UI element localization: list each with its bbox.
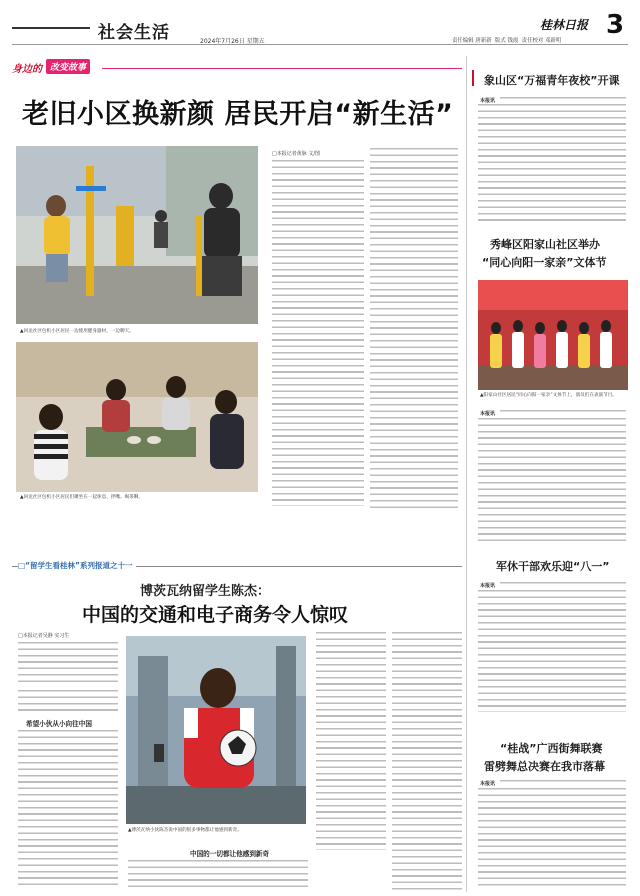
second-story-body-col1c	[18, 730, 118, 890]
photo-caption-4: ▲阳家山社区居民“同心向阳一家亲”文体节上，演员们在表演节目。	[480, 393, 617, 398]
masthead-left-rule	[12, 27, 90, 29]
second-headline: 中国的交通和电子商务令人惊叹	[82, 604, 349, 626]
right-story1-mark	[472, 70, 474, 86]
right-story4-body-a	[500, 780, 626, 785]
right-story2-body	[478, 418, 626, 544]
second-story-body-col3	[392, 632, 462, 890]
second-kicker: 博茨瓦纳留学生陈杰：	[140, 584, 271, 599]
right-lead-1: 本报讯	[480, 98, 496, 104]
right-story4-title2: 雷劈舞总决赛在我市落幕	[484, 760, 605, 773]
second-subhead-1: 希望小伙从小向往中国	[26, 720, 92, 728]
right-story1-body-b	[478, 104, 626, 222]
photo-residents-tea	[16, 342, 258, 492]
right-lead-4: 本报讯	[480, 781, 496, 787]
photo-caption-2: ▲回龙社区包机小区居民们聚坐在一起休息、拌嘴、喝茶聊。	[20, 495, 143, 500]
right-story3-body-a	[500, 582, 626, 587]
page-number: 3	[606, 10, 625, 40]
photo-caption-3: ▲博茨瓦纳小伙陈杰说中国的很多事物都让他感到新奇。	[128, 828, 242, 833]
section-title: 社会生活	[98, 23, 170, 43]
right-story3-title: 军休干部欢乐迎“八一”	[496, 560, 610, 573]
second-story-body-col4	[128, 860, 308, 890]
main-story-body-col2	[370, 148, 458, 510]
column-tag	[12, 58, 452, 74]
photo-caption-1: ▲回龙社区包机小区居民一边使用健身器材，一边聊天。	[20, 329, 134, 334]
right-story3-body	[478, 590, 626, 712]
series-banner	[12, 560, 462, 572]
column-divider	[466, 56, 467, 892]
photo-fitness-equipment	[16, 146, 258, 324]
right-story2-title2: “同心向阳一家亲”文体节	[482, 256, 607, 269]
right-story4-body	[478, 788, 626, 890]
second-subhead-2: 中国的一切都让他感到新奇	[190, 850, 270, 858]
right-story2-title1: 秀峰区阳家山社区举办	[490, 238, 600, 251]
right-story1-title: 象山区“万福青年夜校”开课	[484, 74, 620, 87]
column-tag-right: 改变故事	[46, 59, 90, 74]
main-byline: □本报记者黄脉 文/图	[272, 151, 320, 157]
right-lead-3: 本报讯	[480, 583, 496, 589]
second-story-body-col1b	[18, 690, 118, 714]
right-story1-body	[500, 97, 626, 102]
main-story-body-col1	[272, 160, 364, 506]
series-banner-label: □“留学生看桂林”系列报道之十一	[18, 560, 136, 571]
right-story2-body-a	[500, 410, 626, 415]
column-tag-rule	[102, 68, 462, 69]
second-byline: □本报记者吴静 实习生	[18, 633, 70, 639]
paper-name-logo: 桂林日报	[540, 18, 589, 32]
second-story-body-col1	[18, 642, 118, 684]
second-story-body-col2	[316, 632, 386, 850]
main-headline: 老旧小区换新颜 居民开启“新生活”	[22, 99, 454, 130]
right-lead-2: 本报讯	[480, 411, 496, 417]
photo-student-football	[126, 636, 306, 824]
masthead-bottom-rule	[12, 44, 628, 45]
right-story4-title1: “桂战”广西街舞联赛	[500, 742, 603, 755]
column-tag-left: 身边的	[12, 64, 42, 75]
photo-stage-performance	[478, 280, 628, 390]
masthead	[0, 0, 640, 50]
editors-line: 责任编辑 唐新新 版式 钱霞 责任校对 邓新明	[452, 38, 562, 44]
date-line: 2024年7月26日 星期五	[200, 38, 265, 45]
